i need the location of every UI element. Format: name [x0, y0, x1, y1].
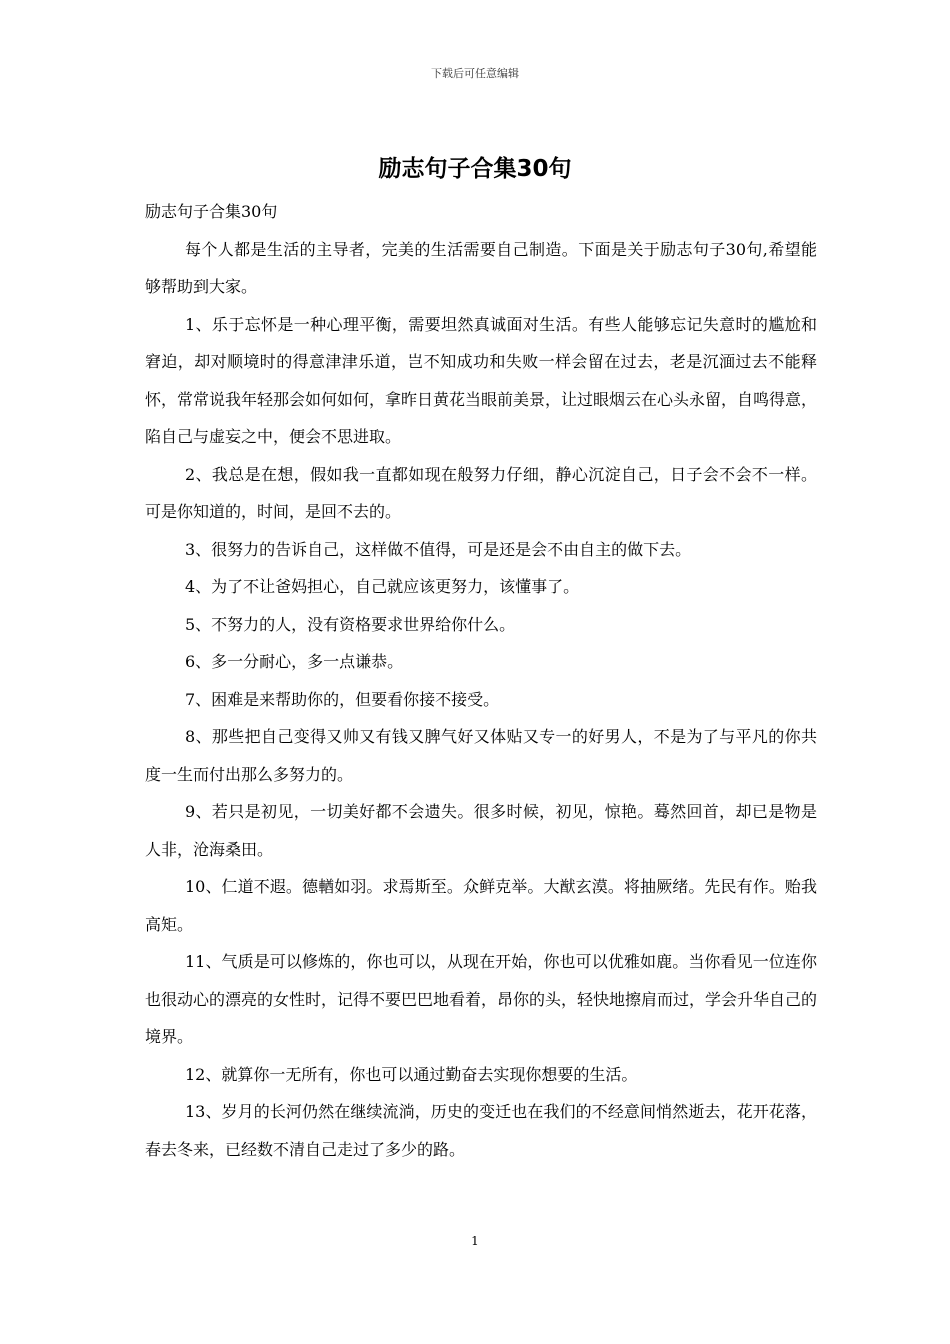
quote-item-9: 9、若只是初见，一切美好都不会遗失。很多时候，初见，惊艳。蓦然回首，却已是物是人非，沧海桑田。	[145, 802, 817, 859]
quote-item-4: 4、为了不让爸妈担心，自己就应该更努力，该懂事了。	[185, 577, 580, 596]
quote-item-5: 5、不努力的人，没有资格要求世界给你什么。	[185, 614, 516, 634]
quote-item-12: 12、就算你一无所有，你也可以通过勤奋去实现你想要的生活。	[185, 1064, 638, 1084]
document-body	[145, 193, 817, 1168]
quote-item-10: 10、仁道不遐。德輶如羽。求焉斯至。众鲜克举。大猷玄漠。将抽厥绪。先民有作。贻我高矩。	[145, 877, 817, 934]
quote-item-6: 6、多一分耐心，多一点谦恭。	[185, 652, 404, 671]
quote-item-2: 2、我总是在想，假如我一直都如现在般努力仔细，静心沉淀自己，日子会不会不一样。可是你知道的，时间，是回不去的。	[145, 464, 817, 521]
quote-item-7: 7、困难是来帮助你的，但要看你接不接受。	[185, 689, 500, 709]
document-subtitle: 励志句子合集30句	[145, 202, 278, 221]
quote-item-13: 13、岁月的长河仍然在继续流淌，历史的变迁也在我们的不经意间悄然逝去，花开花落，春去冬来，已经数不清自己走过了多少的路。	[145, 1102, 817, 1159]
quote-item-1: 1、乐于忘怀是一种心理平衡，需要坦然真诚面对生活。有些人能够忘记失意时的尴尬和窘迫，却对顺境时的得意津津乐道，岂不知成功和失败一样会留在过去，老是沉湎过去不能释怀，常常说我年轻那会如何如何，拿昨日黄花当眼前美景，让过眼烟云在心头永留，自鸣得意，陷自己与虚妄之中，便会不思进取。	[145, 314, 818, 446]
quote-item-11: 11、气质是可以修炼的，你也可以，从现在开始，你也可以优雅如鹿。当你看见一位连你也很动心的漂亮的女性时，记得不要巴巴地看着，昂你的头，轻快地擦肩而过，学会升华自己的境界。	[145, 952, 818, 1046]
document-title: 励志句子合集30句	[378, 156, 572, 182]
quote-item-3: 3、很努力的告诉自己，这样做不值得，可是还是会不由自主的做下去。	[185, 539, 692, 559]
intro-paragraph: 每个人都是生活的主导者，完美的生活需要自己制造。下面是关于励志句子30句,希望能够帮助到大家。	[145, 239, 817, 296]
page-number: 1	[471, 1234, 479, 1248]
quote-item-8: 8、那些把自己变得又帅又有钱又脾气好又体贴又专一的好男人，不是为了与平凡的你共度一生而付出那么多努力的。	[145, 727, 817, 784]
header-note: 下载后可任意编辑	[431, 67, 519, 80]
